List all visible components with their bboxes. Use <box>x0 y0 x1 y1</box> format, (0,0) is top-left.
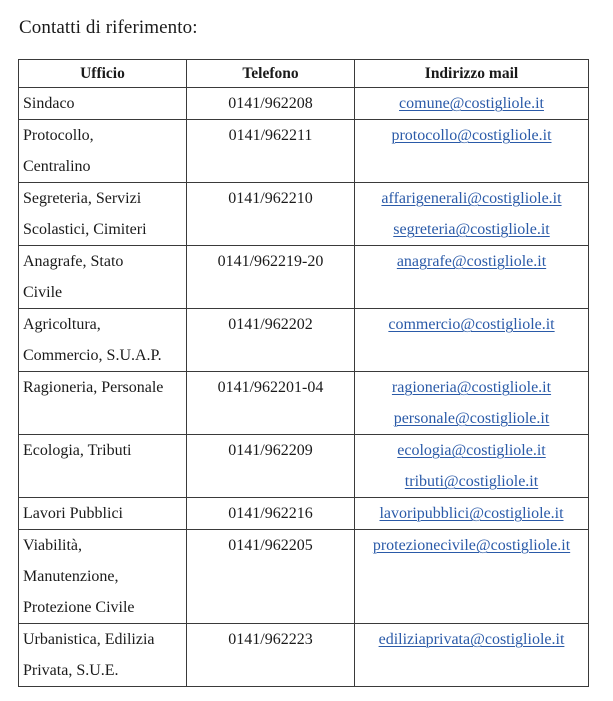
mail-cell <box>355 372 589 435</box>
email-link[interactable]: lavoripubblici@costigliole.it <box>379 505 564 522</box>
table-row <box>19 183 589 246</box>
email-link[interactable]: protezionecivile@costigliole.it <box>372 537 571 554</box>
table-row <box>19 88 589 120</box>
office-cell <box>19 624 187 687</box>
office-name-line: Urbanistica, Edilizia <box>23 631 155 648</box>
phone-cell: 0141/962216 <box>187 498 355 530</box>
office-name-line: Protezione Civile <box>23 599 135 616</box>
office-name-line: Centralino <box>23 158 91 175</box>
mail-cell <box>355 498 589 530</box>
table-row <box>19 624 589 687</box>
office-cell <box>19 246 187 309</box>
office-name-line: Viabilità, <box>23 537 83 554</box>
phone-cell: 0141/962209 <box>187 435 355 498</box>
office-cell <box>19 120 187 183</box>
office-name-line: Protocollo, <box>23 127 94 144</box>
email-link[interactable]: ecologia@costigliole.it <box>397 442 546 459</box>
header-office: Ufficio <box>19 60 187 88</box>
office-name-line: Manutenzione, <box>23 568 119 585</box>
office-name-line: Anagrafe, Stato <box>23 253 124 270</box>
mail-cell <box>355 183 589 246</box>
office-cell <box>19 88 187 120</box>
office-name-line: Agricoltura, <box>23 316 101 333</box>
office-name-line: Ragioneria, Personale <box>23 379 164 396</box>
mail-cell <box>355 435 589 498</box>
office-name-line: Privata, S.U.E. <box>23 662 119 679</box>
page-title: Contatti di riferimento: <box>19 17 198 38</box>
phone-cell: 0141/962202 <box>187 309 355 372</box>
email-link[interactable]: affarigenerali@costigliole.it <box>381 190 562 207</box>
office-name-line: Scolastici, Cimiteri <box>23 221 147 238</box>
phone-cell: 0141/962210 <box>187 183 355 246</box>
table-header-row <box>19 60 589 88</box>
office-name-line: Lavori Pubblici <box>23 505 123 522</box>
email-link[interactable]: personale@costigliole.it <box>393 410 550 427</box>
table-row <box>19 530 589 624</box>
office-cell <box>19 183 187 246</box>
phone-cell: 0141/962201-04 <box>187 372 355 435</box>
email-link[interactable]: commercio@costigliole.it <box>388 316 555 333</box>
email-link[interactable]: ragioneria@costigliole.it <box>391 379 552 396</box>
mail-cell <box>355 624 589 687</box>
contacts-table <box>18 59 589 687</box>
phone-cell: 0141/962219-20 <box>187 246 355 309</box>
office-cell <box>19 435 187 498</box>
phone-cell: 0141/962223 <box>187 624 355 687</box>
office-cell <box>19 498 187 530</box>
office-cell <box>19 530 187 624</box>
phone-cell: 0141/962205 <box>187 530 355 624</box>
header-phone: Telefono <box>187 60 355 88</box>
email-link[interactable]: protocollo@costigliole.it <box>391 127 552 144</box>
email-link[interactable]: segreteria@costigliole.it <box>393 221 550 238</box>
office-name-line: Segreteria, Servizi <box>23 190 142 207</box>
table-row <box>19 120 589 183</box>
email-link[interactable]: tributi@costigliole.it <box>404 473 539 490</box>
table-row <box>19 372 589 435</box>
contacts-table-body <box>19 88 589 687</box>
phone-cell: 0141/962208 <box>187 88 355 120</box>
mail-cell <box>355 120 589 183</box>
table-row <box>19 309 589 372</box>
office-cell <box>19 372 187 435</box>
table-row <box>19 246 589 309</box>
header-mail: Indirizzo mail <box>355 60 589 88</box>
office-cell <box>19 309 187 372</box>
office-name-line: Commercio, S.U.A.P. <box>23 347 162 364</box>
office-name-line: Civile <box>23 284 63 301</box>
table-row <box>19 435 589 498</box>
office-name-line: Ecologia, Tributi <box>23 442 132 459</box>
mail-cell <box>355 246 589 309</box>
email-link[interactable]: anagrafe@costigliole.it <box>396 253 547 270</box>
office-name-line: Sindaco <box>23 95 75 112</box>
email-link[interactable]: ediliziaprivata@costigliole.it <box>378 631 565 648</box>
email-link[interactable]: comune@costigliole.it <box>399 95 544 112</box>
mail-cell <box>355 309 589 372</box>
table-row <box>19 498 589 530</box>
mail-cell <box>355 530 589 624</box>
mail-cell <box>355 88 589 120</box>
phone-cell: 0141/962211 <box>187 120 355 183</box>
